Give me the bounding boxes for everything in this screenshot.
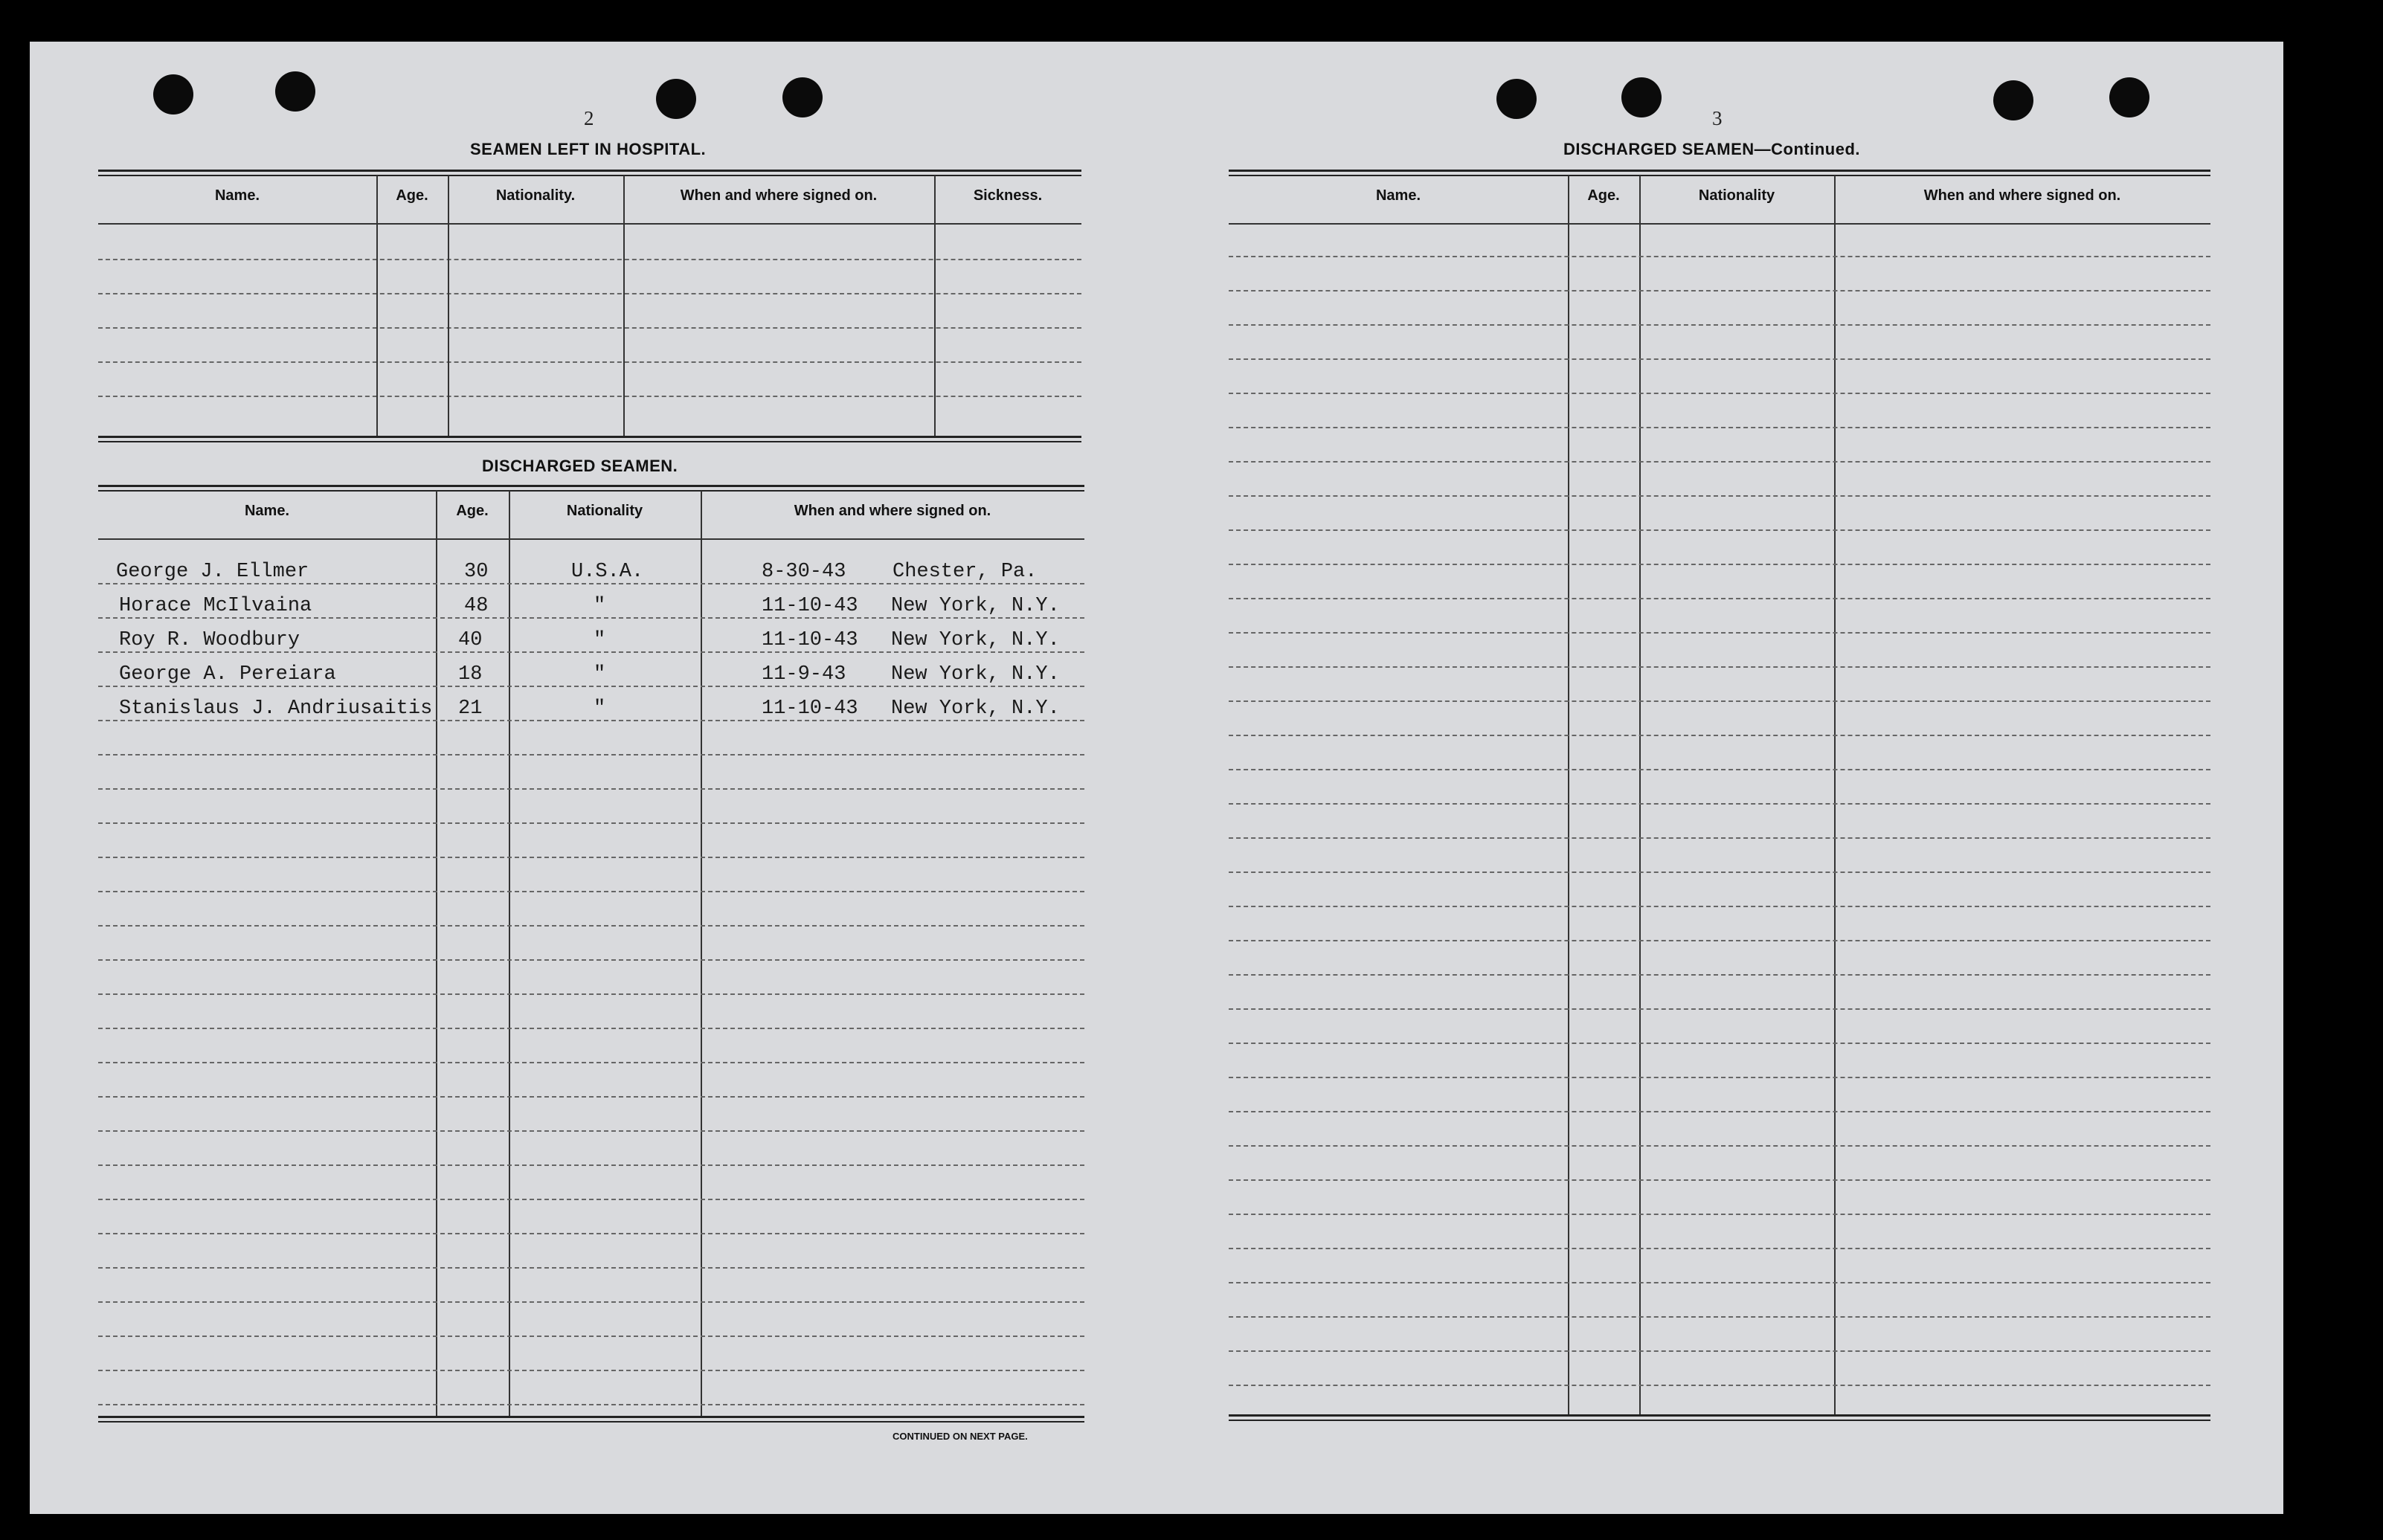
seaman-age: 48 (464, 595, 489, 617)
punch-hole (275, 71, 315, 112)
punch-hole (656, 79, 696, 119)
col-header-sickness: Sickness. (973, 187, 1043, 204)
punch-hole (1993, 80, 2033, 120)
signed-on-date: 11-10-43 (762, 629, 858, 651)
discharged-continued-table (1229, 170, 2210, 1431)
hospital-table (98, 170, 1081, 489)
page-number-left: 2 (584, 107, 594, 129)
continued-note: CONTINUED ON NEXT PAGE. (893, 1431, 1028, 1442)
col-header-name: Name. (214, 187, 260, 204)
punch-hole (1621, 77, 1662, 117)
seaman-nationality: " (594, 663, 606, 686)
punch-hole (153, 74, 193, 115)
signed-on-place: New York, N.Y. (891, 629, 1060, 651)
seaman-nationality: " (594, 697, 606, 720)
signed-on-date: 11-10-43 (762, 595, 858, 617)
col-header-signed-on: When and where signed on. (680, 187, 878, 204)
seaman-name: Stanislaus J. Andriusaitis (119, 697, 433, 720)
col-header-age: Age. (1587, 187, 1620, 204)
signed-on-place: New York, N.Y. (891, 663, 1060, 686)
col-header-age: Age. (396, 187, 428, 204)
col-header-nationality: Nationality. (495, 187, 576, 204)
signed-on-date: 11-10-43 (762, 697, 858, 720)
col-header-age: Age. (456, 503, 489, 519)
col-header-nationality: Nationality (1698, 187, 1775, 204)
punch-hole (782, 77, 823, 117)
discharged-table (98, 485, 1084, 1429)
seaman-name: George A. Pereiara (119, 663, 336, 686)
seaman-name: Horace McIlvaina (119, 595, 312, 617)
signed-on-date: 11-9-43 (762, 663, 846, 686)
seaman-nationality: U.S.A. (571, 561, 644, 583)
col-header-signed-on: When and where signed on. (794, 503, 991, 519)
seaman-nationality: " (594, 629, 606, 651)
seaman-age: 40 (458, 629, 483, 651)
seaman-age: 30 (464, 561, 489, 583)
seaman-age: 21 (458, 697, 483, 720)
col-header-name: Name. (244, 503, 290, 519)
seaman-nationality: " (594, 595, 606, 617)
document-sheet (30, 42, 2283, 1514)
seaman-name: Roy R. Woodbury (119, 629, 300, 651)
col-header-signed-on: When and where signed on. (1923, 187, 2121, 204)
col-header-nationality: Nationality (566, 503, 643, 519)
signed-on-place: New York, N.Y. (891, 697, 1060, 720)
col-header-name: Name. (1375, 187, 1421, 204)
page-number-right: 3 (1712, 107, 1723, 129)
punch-hole (1496, 79, 1537, 119)
seaman-age: 18 (458, 663, 483, 686)
hospital-section-title: SEAMEN LEFT IN HOSPITAL. (470, 140, 707, 158)
signed-on-date: 8-30-43 (762, 561, 846, 583)
seaman-name: George J. Ellmer (116, 561, 309, 583)
discharged-section-title: DISCHARGED SEAMEN. (482, 457, 678, 475)
signed-on-place: Chester, Pa. (893, 561, 1038, 583)
punch-hole (2109, 77, 2149, 117)
discharged-continued-title: DISCHARGED SEAMEN—Continued. (1563, 140, 1860, 158)
signed-on-place: New York, N.Y. (891, 595, 1060, 617)
